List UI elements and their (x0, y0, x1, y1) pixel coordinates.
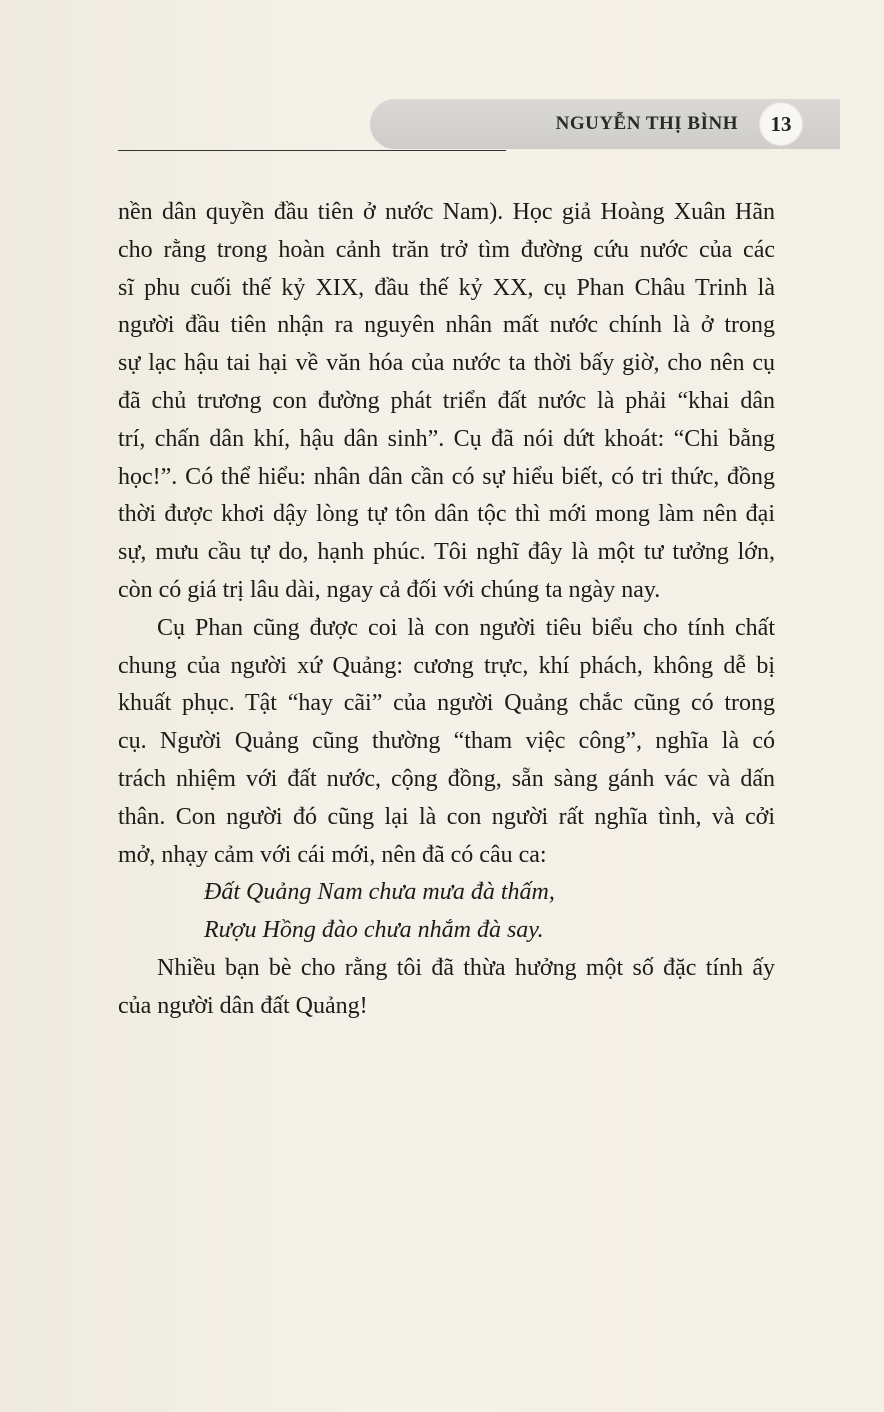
text-line: học!”. Có thể hiểu: nhân dân cần có sự hiểu biết, có tri thức, đồng (118, 463, 775, 490)
text-line: cho rằng trong hoàn cảnh trăn trở tìm đường cứu nước của các (118, 236, 775, 263)
text-line: sĩ phu cuối thế kỷ XIX, đầu thế kỷ XX, cụ Phan Châu Trinh là (118, 274, 775, 301)
text-line: sự, mưu cầu tự do, hạnh phúc. Tôi nghĩ đây là một tư tưởng lớn, (118, 539, 775, 566)
page-number-badge: 13 (759, 102, 803, 146)
text-line: trí, chấn dân khí, hậu dân sinh”. Cụ đã nói dứt khoát: “Chi bằng (118, 425, 775, 452)
verse (157, 874, 775, 950)
paragraph-closing (118, 950, 775, 1026)
text-line: nền dân quyền đầu tiên ở nước Nam). Học giả Hoàng Xuân Hãn (118, 199, 775, 225)
text-line: Cụ Phan cũng được coi là con người tiêu biểu cho tính chất (157, 614, 775, 641)
text-line: còn có giá trị lâu dài, ngay cả đối với chúng ta ngày nay. (118, 576, 661, 603)
body-text (118, 194, 775, 1026)
text-line: trách nhiệm với đất nước, cộng đồng, sẵn sàng gánh vác và dấn (118, 765, 775, 792)
verse-line: Rượu Hồng đào chưa nhắm đà say. (204, 917, 544, 944)
text-line: thời được khơi dậy lòng tự tôn dân tộc thì mới mong làm nên đại (118, 501, 775, 528)
text-line: chung của người xứ Quảng: cương trực, khí phách, không dễ bị (118, 652, 775, 679)
text-line: của người dân đất Quảng! (118, 992, 368, 1019)
running-header-title: NGUYỄN THỊ BÌNH (555, 113, 738, 134)
text-line: thân. Con người đó cũng lại là con người rất nghĩa tình, và cởi (118, 803, 775, 830)
paragraph-2 (118, 610, 775, 875)
text-line: Nhiều bạn bè cho rằng tôi đã thừa hưởng một số đặc tính ấy (157, 954, 775, 981)
header-rule (118, 150, 506, 151)
verse-line: Đất Quảng Nam chưa mưa đà thấm, (204, 879, 555, 906)
text-line: cụ. Người Quảng cũng thường “tham việc công”, nghĩa là có (118, 728, 775, 755)
text-line: người đầu tiên nhận ra nguyên nhân mất nước chính là ở trong (118, 312, 775, 339)
text-line: mở, nhạy cảm với cái mới, nên đã có câu ca: (118, 841, 547, 868)
text-line: khuất phục. Tật “hay cãi” của người Quảng chắc cũng có trong (118, 690, 775, 717)
paragraph-1 (118, 194, 775, 610)
text-line: đã chủ trương con đường phát triển đất nước là phải “khai dân (118, 387, 775, 414)
text-line: sự lạc hậu tai hại về văn hóa của nước ta thời bấy giờ, cho nên cụ (118, 350, 775, 377)
